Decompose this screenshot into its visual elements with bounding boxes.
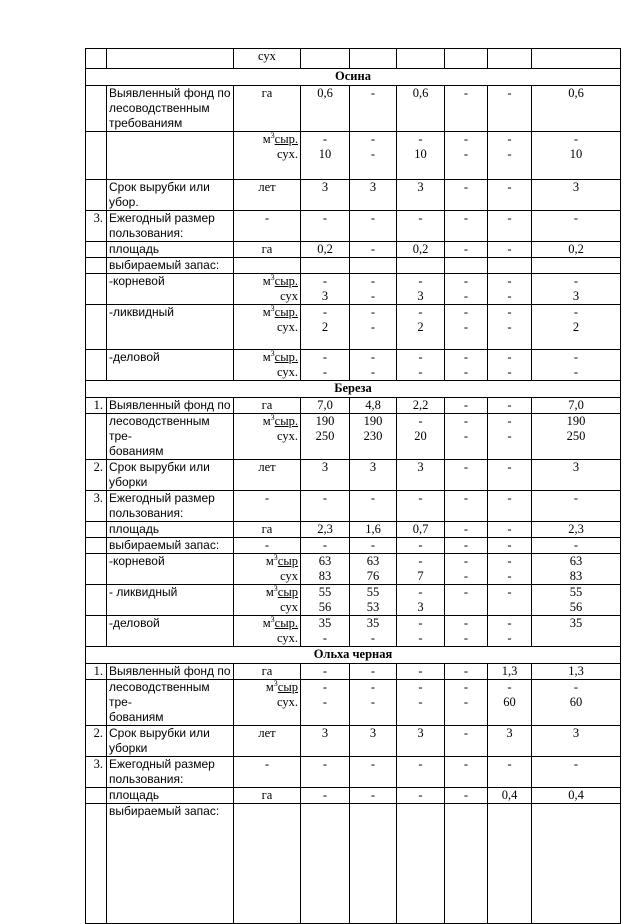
cell-value: - [532,538,621,554]
cell-name: Ежегодный размер пользования: [107,757,234,788]
cell-value: - [532,491,621,522]
cell-value: - [445,460,488,491]
cell-value [397,804,445,924]
cell-value: - 2 [301,305,350,350]
section-title: Береза [86,381,621,398]
cell-value: - [445,86,488,132]
table-row [86,274,621,305]
table-row [86,664,621,680]
cell-num [86,414,107,460]
cell-value: - [350,211,397,242]
cell-value: - - [488,616,532,647]
cell-value: - 2 [397,305,445,350]
cell-unit: - [234,538,301,554]
cell-num: 2. [86,726,107,757]
table-row [86,616,621,647]
cell-value: - [488,211,532,242]
cell-value: - [488,491,532,522]
cell-value: - [445,522,488,538]
cell-value: - 20 [397,414,445,460]
cell-value: 63 83 [532,554,621,585]
cell-value [350,49,397,69]
cell-unit: $м^3сыр$. сух. [234,132,301,180]
cell-value: - [397,491,445,522]
cell-name: Срок вырубки или убор. [107,180,234,211]
cell-num: 3. [86,211,107,242]
cell-unit: лет [234,460,301,491]
cell-value [488,49,532,69]
cell-value: - [350,86,397,132]
cell-num [86,274,107,305]
cell-num [86,132,107,180]
cell-value [445,258,488,274]
cell-value: - [301,664,350,680]
table-row-top [86,49,621,69]
cell-value: - - [350,305,397,350]
cell-value: - [532,757,621,788]
cell-num [86,585,107,616]
cell-value: - - [445,132,488,180]
cell-value: - - [488,554,532,585]
cell-value: 35 - [301,616,350,647]
cell-value: - - [488,350,532,381]
cell-value: - [445,664,488,680]
table-row [86,180,621,211]
cell-unit: - [234,211,301,242]
cell-value: - 10 [301,132,350,180]
table-row [86,414,621,460]
cell-name [107,49,234,69]
cell-value: 0,4 [532,788,621,804]
cell-value [397,258,445,274]
cell-value: 3 [350,180,397,211]
cell-num [86,680,107,726]
cell-value: - - [397,680,445,726]
cell-value [301,804,350,924]
cell-value: 0,2 [397,242,445,258]
table-row [86,86,621,132]
cell-value: - [397,757,445,788]
cell-unit: - [234,491,301,522]
cell-unit: га [234,522,301,538]
table-row [86,788,621,804]
cell-value: - [445,491,488,522]
cell-num [86,804,107,924]
cell-value: - - [445,305,488,350]
cell-value [532,804,621,924]
cell-num [86,242,107,258]
cell-value: - 10 [397,132,445,180]
cell-value: 0,6 [532,86,621,132]
cell-value: - - [445,350,488,381]
cell-value: - 3 [397,274,445,305]
cell-num [86,258,107,274]
cell-name: -деловой [107,616,234,647]
cell-value: 55 56 [301,585,350,616]
cell-unit [234,804,301,924]
table-row [86,726,621,757]
cell-value: - [301,757,350,788]
cell-value: - - [397,616,445,647]
cell-unit: га [234,86,301,132]
cell-value: 0,2 [301,242,350,258]
cell-num [86,49,107,69]
cell-value: - [301,538,350,554]
cell-value: - - [445,274,488,305]
cell-value: - [350,242,397,258]
cell-value: 2,3 [301,522,350,538]
cell-name: площадь [107,522,234,538]
forest-use-table-sheet [85,48,600,924]
cell-unit: лет [234,180,301,211]
cell-value: - - [350,274,397,305]
cell-value: 0,2 [532,242,621,258]
cell-value: 55 53 [350,585,397,616]
cell-value: 3 [532,726,621,757]
cell-value: 3 [350,726,397,757]
cell-value: 3 [532,460,621,491]
table-row [86,491,621,522]
section-title: Осина [86,69,621,86]
cell-unit: - [234,757,301,788]
cell-name [107,132,234,180]
cell-value: - [488,242,532,258]
cell-value: - - [350,680,397,726]
cell-value: 63 83 [301,554,350,585]
cell-name: Срок вырубки или уборки [107,460,234,491]
cell-value: 190 250 [532,414,621,460]
cell-value: - - [445,414,488,460]
cell-num: 1. [86,664,107,680]
forest-use-table [85,48,621,924]
cell-unit: $м^3сыр$. сух. [234,616,301,647]
cell-unit: $м^3сыр$ сух [234,554,301,585]
table-row [86,211,621,242]
cell-value: 55 56 [532,585,621,616]
table-row [86,258,621,274]
cell-value: - [350,664,397,680]
cell-value: - [488,757,532,788]
cell-value: - - [532,350,621,381]
cell-value: - 60 [488,680,532,726]
cell-value: - [350,538,397,554]
cell-value: - 60 [532,680,621,726]
cell-value: - - [488,414,532,460]
cell-value: - [488,180,532,211]
cell-value [397,49,445,69]
cell-name: выбираемый запас: [107,804,234,924]
cell-value: - - [445,554,488,585]
cell-value: - [488,538,532,554]
cell-num [86,554,107,585]
cell-unit: $м^3сыр$ сух. [234,680,301,726]
cell-unit: сух [234,49,301,69]
section-header-row [86,69,621,86]
table-row [86,554,621,585]
cell-value: - [301,491,350,522]
section-title: Ольха черная [86,647,621,664]
cell-value [350,258,397,274]
cell-num [86,616,107,647]
cell-name: -деловой [107,350,234,381]
cell-value: - [445,398,488,414]
cell-value: 35 [532,616,621,647]
cell-num [86,350,107,381]
cell-num: 3. [86,757,107,788]
cell-value: - [488,398,532,414]
table-row [86,680,621,726]
cell-name: площадь [107,242,234,258]
cell-name: Выявленный фонд по лесоводственным требованиям [107,86,234,132]
cell-value: 35 - [350,616,397,647]
cell-value: - [445,211,488,242]
cell-unit: га [234,242,301,258]
cell-value: 3 [301,460,350,491]
cell-value: - [488,460,532,491]
cell-value: 3 [350,460,397,491]
cell-value: 4,8 [350,398,397,414]
cell-value [488,804,532,924]
cell-value: - 3 [301,274,350,305]
cell-value: 3 [488,726,532,757]
table-row [86,350,621,381]
cell-value: 7,0 [301,398,350,414]
cell-value: - [397,664,445,680]
cell-value: 3 [397,460,445,491]
cell-value: - 3 [532,274,621,305]
section-header-row [86,647,621,664]
cell-value [301,49,350,69]
cell-unit: лет [234,726,301,757]
cell-value: 1,3 [532,664,621,680]
cell-value: 0,7 [397,522,445,538]
cell-value: - - [397,350,445,381]
cell-name: Выявленный фонд по [107,398,234,414]
table-row [86,305,621,350]
cell-value: - [350,788,397,804]
cell-value: - [397,211,445,242]
cell-value: - [532,211,621,242]
table-row [86,398,621,414]
cell-value: - [445,242,488,258]
cell-name: -корневой [107,554,234,585]
cell-value: - [445,180,488,211]
cell-value: 3 [397,726,445,757]
cell-unit: $м^3сыр$. сух. [234,305,301,350]
cell-value: - [488,522,532,538]
table-row [86,538,621,554]
cell-name: Ежегодный размер пользования: [107,211,234,242]
section-header-row [86,381,621,398]
cell-value: - [445,585,488,616]
table-row [86,132,621,180]
cell-unit: га [234,788,301,804]
cell-value: - - [445,680,488,726]
cell-value: - [445,726,488,757]
cell-name: лесоводственным тре- бованиям [107,680,234,726]
cell-value [532,258,621,274]
cell-value: - [445,788,488,804]
cell-value: 2,3 [532,522,621,538]
cell-value: - - [488,305,532,350]
cell-value: - 2 [532,305,621,350]
cell-value: 3 [532,180,621,211]
cell-num [86,788,107,804]
cell-value: - - [350,350,397,381]
cell-value: 1,6 [350,522,397,538]
cell-value: - [445,757,488,788]
cell-value: - - [301,680,350,726]
cell-num [86,180,107,211]
cell-value: - [301,211,350,242]
table-row [86,804,621,924]
cell-unit [234,258,301,274]
cell-value: - 3 [397,585,445,616]
cell-num: 2. [86,460,107,491]
cell-name: выбираемый запас: [107,258,234,274]
cell-unit: $м^3сыр$ сух [234,585,301,616]
cell-unit: га [234,398,301,414]
cell-value: 3 [301,180,350,211]
cell-name: Выявленный фонд по [107,664,234,680]
cell-value: - [350,491,397,522]
cell-value: 190 250 [301,414,350,460]
cell-value [445,804,488,924]
cell-num: 3. [86,491,107,522]
cell-value: 0,6 [301,86,350,132]
cell-value: - [350,757,397,788]
cell-num [86,305,107,350]
cell-value [350,804,397,924]
cell-name: -корневой [107,274,234,305]
cell-name: площадь [107,788,234,804]
cell-unit: га [234,664,301,680]
cell-value: - [488,585,532,616]
cell-value: 1,3 [488,664,532,680]
cell-value [445,49,488,69]
cell-value: 0,6 [397,86,445,132]
cell-value [301,258,350,274]
cell-value: 2,2 [397,398,445,414]
table-row [86,242,621,258]
cell-value [488,258,532,274]
cell-value: - - [488,132,532,180]
table-row [86,522,621,538]
cell-value: - - [350,132,397,180]
cell-value: - - [301,350,350,381]
cell-value: 3 [301,726,350,757]
cell-name: выбираемый запас: [107,538,234,554]
table-row [86,585,621,616]
cell-unit: $м^3сыр$. сух. [234,350,301,381]
cell-value [532,49,621,69]
cell-value: 7,0 [532,398,621,414]
cell-unit: $м^3сыр$. сух [234,274,301,305]
cell-num [86,86,107,132]
cell-value: - [488,86,532,132]
cell-unit: $м^3сыр$. сух. [234,414,301,460]
cell-value: 190 230 [350,414,397,460]
cell-value: - [301,788,350,804]
cell-value: - [397,788,445,804]
cell-name: Срок вырубки или уборки [107,726,234,757]
table-row [86,757,621,788]
cell-value: - - [488,274,532,305]
cell-value: 0,4 [488,788,532,804]
cell-num [86,522,107,538]
cell-value: - - [445,616,488,647]
cell-num: 1. [86,398,107,414]
cell-value: 3 [397,180,445,211]
cell-name: лесоводственным тре- бованиям [107,414,234,460]
cell-value: 63 76 [350,554,397,585]
cell-value: - [397,538,445,554]
cell-name: - ликвидный [107,585,234,616]
cell-value: - 10 [532,132,621,180]
cell-value: - [445,538,488,554]
cell-name: Ежегодный размер пользования: [107,491,234,522]
cell-num [86,538,107,554]
table-row [86,460,621,491]
cell-value: - 7 [397,554,445,585]
cell-name: -ликвидный [107,305,234,350]
table-body [86,49,621,924]
